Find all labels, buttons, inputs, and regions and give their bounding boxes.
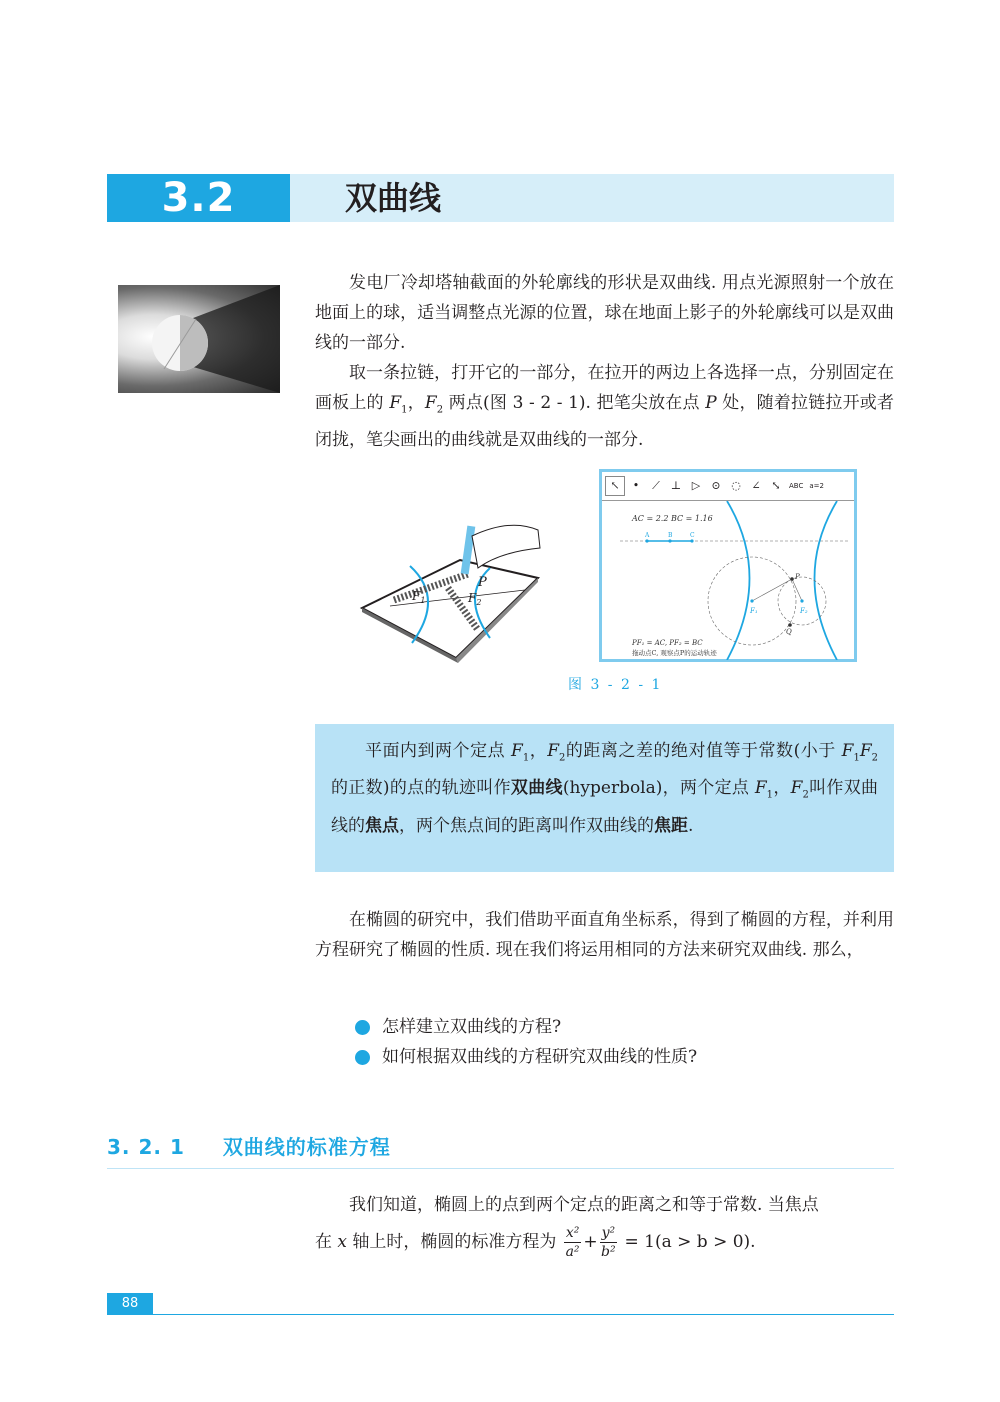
slider-label-c: C	[690, 532, 695, 539]
angle-icon[interactable]: ∠	[751, 479, 761, 492]
intro-paragraph-2: 取一条拉链，打开它的一部分，在拉开的两边上各选择一点，分别固定在画板上的 $F_1$，$F_2$ 两点(图 3 - 2 - 1). 把笔尖放在点 P 处，随着拉链拉开或者闭拢，笔尖画出的曲线就是双曲线的一部分.	[315, 363, 894, 451]
page-number: 88	[107, 1293, 153, 1315]
subsection-paragraph: 我们知道，椭圆上的点到两个定点的距离之和等于常数. 当焦点 在 x 轴上时，椭圆的标准方程为 $\frac{\text{x²}}{\text{a²}}$ + $\frac{\text{y²}}{\text{b²}}$ = 1(a > b > 0).	[315, 1195, 819, 1260]
bullet-dot-icon	[355, 1050, 370, 1065]
term-hyperbola: 双曲线	[510, 778, 563, 799]
point-P: P	[795, 573, 800, 581]
zipper-drawing-figure	[350, 508, 550, 668]
label-F1: F	[412, 589, 421, 603]
software-note-1: PF₁ = AC, PF₂ = BC	[632, 639, 703, 647]
point-F2: F₂	[800, 607, 808, 615]
slider-label-a: A	[645, 532, 650, 539]
subsection-title: 双曲线的标准方程	[222, 1135, 391, 1159]
polygon-icon[interactable]: ▷	[691, 479, 701, 492]
text-tool-icon[interactable]: ABC	[789, 482, 804, 490]
circle-icon[interactable]: ⊙	[711, 479, 721, 492]
ball-shadow-photo	[118, 285, 280, 393]
definition-box	[315, 724, 894, 872]
perpendicular-icon[interactable]: ⊥	[670, 479, 682, 492]
svg-text:F2: $F_2$	[468, 591, 482, 607]
label-P: P	[478, 575, 487, 590]
section-number: 3.2	[107, 174, 290, 222]
software-note-2: 拖动点C, 观察点P的运动轨迹	[632, 649, 717, 657]
arc-icon[interactable]: ◌	[731, 479, 741, 492]
footer-rule	[153, 1314, 894, 1315]
figure-caption: 图 3 - 2 - 1	[568, 677, 663, 693]
bullet-item: 怎样建立双曲线的方程?	[355, 1014, 561, 1040]
term-focus: 焦点	[365, 815, 399, 836]
term-focal-distance: 焦距	[654, 815, 688, 836]
software-toolbar	[602, 472, 854, 501]
subsection-rule	[107, 1168, 894, 1169]
study-paragraph: 在椭圆的研究中，我们借助平面直角坐标系，得到了椭圆的方程，并利用方程研究了椭圆的性质. 现在我们将运用相同的方法来研究双曲线. 那么，	[315, 910, 894, 960]
fraction-y-over-b: $\frac{\text{y²}}{\text{b²}}$	[601, 1225, 616, 1260]
svg-text:F1: $F_1$	[412, 589, 426, 605]
slider-icon[interactable]: a=2	[809, 482, 824, 490]
label-F2: F	[468, 591, 477, 605]
fraction-x-over-a: $\frac{\text{x²}}{\text{a²}}$	[565, 1225, 580, 1260]
length-readout: AC = 2.2 BC = 1.16	[632, 514, 713, 523]
line-icon[interactable]: ⟋	[652, 479, 660, 492]
point-Q: Q	[786, 628, 792, 636]
slider-label-b: B	[668, 532, 673, 539]
point-F1: F₁	[750, 607, 758, 615]
section-title: 双曲线	[345, 179, 442, 217]
reflect-icon[interactable]: ⤡	[771, 479, 781, 492]
subsection-number: 3. 2. 1	[107, 1135, 185, 1159]
subsection-heading	[107, 1131, 391, 1160]
pointer-icon[interactable]: ↖	[605, 476, 625, 496]
intro-paragraph-1: 发电厂冷却塔轴截面的外轮廓线的形状是双曲线. 用点光源照射一个放在地面上的球，适当调整点光源的位置，球在地面上影子的外轮廓线可以是双曲线的一部分.	[315, 273, 894, 353]
point-icon[interactable]: •	[632, 479, 640, 492]
geometry-software-figure	[599, 469, 857, 662]
bullet-dot-icon	[355, 1020, 370, 1035]
definition-text: 平面内到两个定点 $F_1$，$F_2$的距离之差的绝对值等于常数(小于 $F_1F_2$的正数)的点的轨迹叫作双曲线(hyperbola)，两个定点 $F_1$，$F_2$叫作双曲线的焦点，两个焦点间的距离叫作双曲线的焦距.	[331, 741, 879, 836]
bullet-item: 如何根据双曲线的方程研究双曲线的性质?	[355, 1044, 697, 1070]
